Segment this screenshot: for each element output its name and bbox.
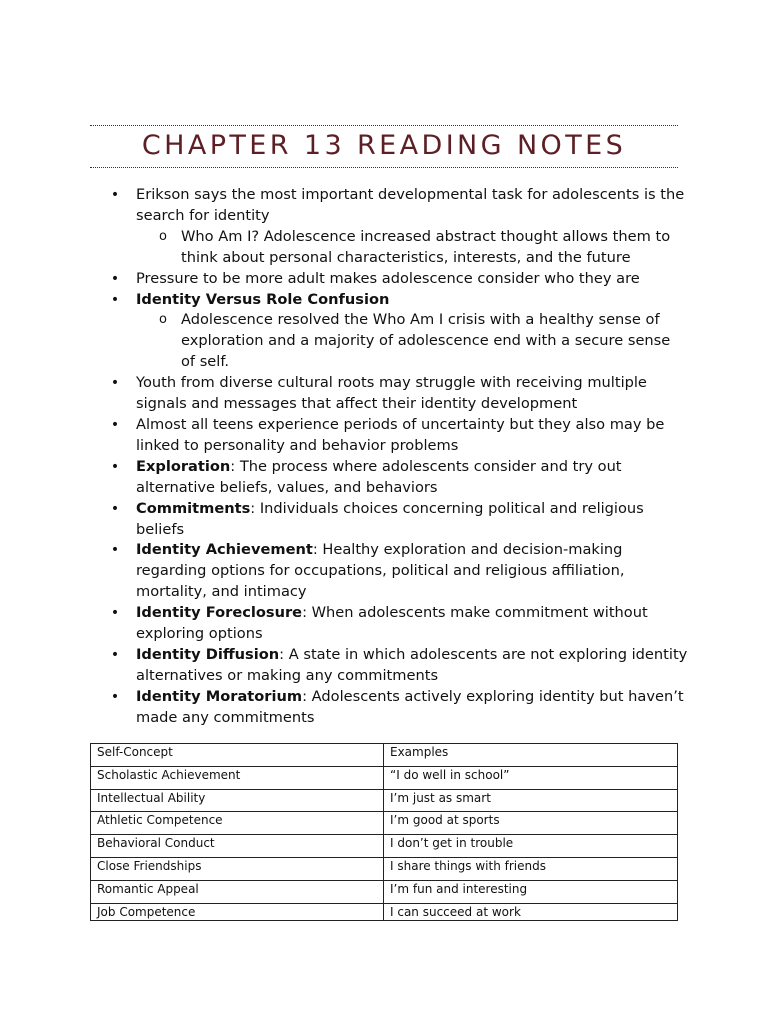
note-text: : Healthy exploration and decision-making regarding options for occupations, political and religious affiliation, mortality, and intimacy bbox=[136, 541, 625, 601]
example-cell: I don’t get in trouble bbox=[384, 835, 678, 858]
sub-note-list bbox=[108, 227, 688, 269]
sub-note-item bbox=[108, 227, 688, 269]
sub-note-group bbox=[108, 310, 688, 373]
sub-bullet-icon: o bbox=[159, 312, 167, 328]
note-text: : Individuals choices concerning political and religious beliefs bbox=[136, 499, 644, 538]
bullet-icon: • bbox=[110, 688, 120, 705]
table-row bbox=[91, 857, 678, 880]
sub-note-list bbox=[108, 310, 688, 373]
self-concept-cell: Close Friendships bbox=[91, 857, 384, 880]
self-concept-cell: Scholastic Achievement bbox=[91, 766, 384, 789]
note-text: Pressure to be more adult makes adolescence consider who they are bbox=[136, 269, 640, 287]
note-text: : When adolescents make commitment without exploring options bbox=[136, 604, 648, 643]
example-cell: I share things with friends bbox=[384, 857, 678, 880]
note-item bbox=[108, 499, 688, 541]
example-cell: I’m fun and interesting bbox=[384, 880, 678, 903]
bullet-icon: • bbox=[110, 416, 120, 433]
note-text: Youth from diverse cultural roots may struggle with receiving multiple signals and messages that affect their identity development bbox=[136, 374, 647, 413]
bullet-icon: • bbox=[110, 375, 120, 392]
bullet-icon: • bbox=[110, 646, 120, 663]
note-term: Exploration bbox=[136, 457, 231, 475]
bullet-icon: • bbox=[110, 500, 120, 517]
table-row bbox=[91, 766, 678, 789]
note-text: Erikson says the most important developmental task for adolescents is the search for identity bbox=[136, 186, 685, 224]
bullet-icon: • bbox=[110, 291, 120, 308]
self-concept-cell: Romantic Appeal bbox=[91, 880, 384, 903]
title-block bbox=[90, 125, 678, 168]
note-item bbox=[108, 603, 688, 645]
example-cell: Examples bbox=[384, 744, 678, 767]
note-text: : Adolescents actively exploring identity but haven’t made any commitments bbox=[136, 687, 684, 726]
sub-note-text: Who Am I? Adolescence increased abstract thought allows them to think about personal characteristics, interests, and the future bbox=[181, 227, 671, 266]
note-item bbox=[108, 457, 688, 499]
self-concept-cell: Self-Concept bbox=[91, 744, 384, 767]
bullet-icon: • bbox=[110, 542, 120, 559]
sub-note-item bbox=[108, 310, 688, 373]
self-concept-cell: Athletic Competence bbox=[91, 812, 384, 835]
note-item bbox=[108, 269, 688, 290]
note-term: Commitments bbox=[136, 499, 251, 517]
bullet-icon: • bbox=[110, 605, 120, 622]
table-row bbox=[91, 789, 678, 812]
bullet-icon: • bbox=[110, 187, 120, 203]
note-item bbox=[108, 415, 688, 457]
note-text: Almost all teens experience periods of uncertainty but they also may be linked to personality and behavior problems bbox=[136, 415, 665, 454]
example-cell: I’m just as smart bbox=[384, 789, 678, 812]
table-row bbox=[91, 835, 678, 858]
note-item bbox=[108, 290, 688, 311]
table-row bbox=[91, 903, 678, 920]
note-item bbox=[108, 687, 688, 729]
note-term: Identity Foreclosure bbox=[136, 604, 303, 622]
note-item bbox=[108, 185, 688, 227]
self-concept-cell: Job Competence bbox=[91, 903, 384, 920]
note-term: Identity Achievement bbox=[136, 541, 313, 559]
note-item bbox=[108, 645, 688, 687]
example-cell: I’m good at sports bbox=[384, 812, 678, 835]
note-text: : A state in which adolescents are not exploring identity alternatives or making any commitments bbox=[136, 645, 688, 684]
table-header-row bbox=[91, 744, 678, 767]
sub-note-text: Adolescence resolved the Who Am I crisis with a healthy sense of exploration and a majority of adolescence end with a secure sense of self. bbox=[181, 311, 671, 371]
table-row bbox=[91, 880, 678, 903]
reading-notes-list bbox=[108, 185, 688, 729]
note-term: Identity Diffusion bbox=[136, 645, 280, 663]
page-title: CHAPTER 13 READING NOTES bbox=[141, 130, 627, 161]
note-item bbox=[108, 540, 688, 603]
table-row bbox=[91, 812, 678, 835]
note-item bbox=[108, 373, 688, 415]
bullet-icon: • bbox=[110, 270, 120, 287]
example-cell: I can succeed at work bbox=[384, 903, 678, 920]
self-concept-cell: Behavioral Conduct bbox=[91, 835, 384, 858]
note-term: Identity Moratorium bbox=[136, 687, 303, 705]
bullet-icon: • bbox=[110, 458, 120, 475]
self-concept-table bbox=[90, 743, 678, 921]
note-text: : The process where adolescents consider and try out alternative beliefs, values, and behaviors bbox=[136, 457, 622, 496]
note-term: Identity Versus Role Confusion bbox=[136, 290, 390, 308]
self-concept-cell: Intellectual Ability bbox=[91, 789, 384, 812]
sub-note-group bbox=[108, 227, 688, 269]
example-cell: “I do well in school” bbox=[384, 766, 678, 789]
sub-bullet-icon: o bbox=[159, 228, 167, 244]
